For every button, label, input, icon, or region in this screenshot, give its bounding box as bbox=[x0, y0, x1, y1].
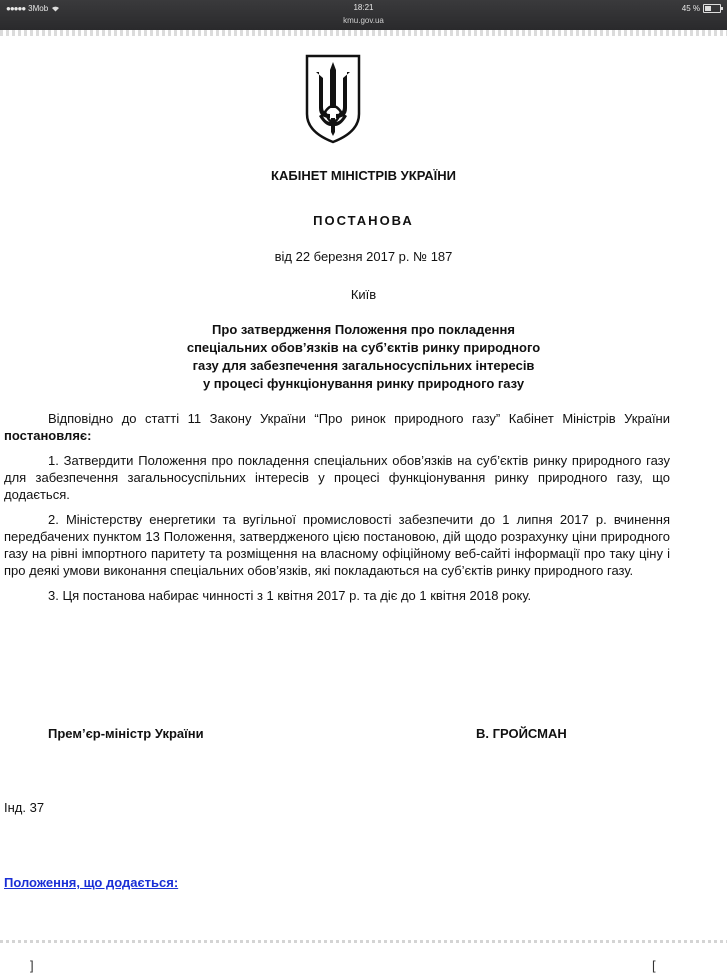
clock: 18:21 bbox=[353, 3, 374, 12]
bottom-bracket-left: ] bbox=[30, 958, 34, 973]
document-body bbox=[4, 410, 670, 612]
paragraph-1: 1. Затвердити Положення про покладення спеціальних обов’язків на суб’єктів ринку природного газу для забезпечення загальносуспільних інтересів у процесі функціонування ринку природного газу, що додається. bbox=[4, 453, 670, 502]
title-line: газу для забезпечення загальносуспільних інтересів bbox=[192, 358, 535, 373]
paragraph-2: 2. Міністерству енергетики та вугільної промисловості забезпечити до 1 липня 2017 р. вчинення передбачених пунктом 13 Положення, затвердженого цією постановою, дій щодо розрахунку ціни природного газу на рівні імпортного паритету та розміщення на власному офіційному веб-сайті інформації про таку ціну і про деякі умови виконання спеціальних обов’язків, які покладаються на суб’єктів ринку природного газу. bbox=[4, 512, 670, 578]
document-title bbox=[0, 321, 727, 393]
bottom-bracket-right: [ bbox=[652, 958, 656, 973]
address-bar[interactable]: kmu.gov.ua bbox=[343, 16, 384, 25]
title-line: у процесі функціонування ринку природного газу bbox=[202, 376, 525, 391]
signature-title: Прем’єр-міністр України bbox=[48, 726, 204, 741]
preamble-paragraph bbox=[4, 410, 670, 444]
status-bar bbox=[0, 0, 727, 30]
authority-heading: КАБІНЕТ МІНІСТРІВ УКРАЇНИ bbox=[271, 168, 456, 183]
battery-percent: 45 % bbox=[681, 4, 700, 13]
battery-icon bbox=[703, 4, 721, 13]
top-divider bbox=[0, 30, 727, 36]
annex-link[interactable]: Положення, що додається: bbox=[4, 875, 179, 890]
carrier-label: 3Mob bbox=[28, 4, 49, 13]
document-date-number: від 22 березня 2017 р. № 187 bbox=[274, 249, 453, 264]
bottom-divider bbox=[0, 940, 727, 943]
signal-strength-icon: ●●●●● bbox=[6, 4, 26, 13]
signature-name: В. ГРОЙСМАН bbox=[476, 726, 567, 741]
document-city: Київ bbox=[350, 287, 377, 302]
preamble-bold: постановляє: bbox=[4, 428, 92, 443]
paragraph-3: 3. Ця постанова набирає чинності з 1 квітня 2017 р. та діє до 1 квітня 2018 року. bbox=[48, 588, 532, 603]
document-index: Інд. 37 bbox=[4, 800, 45, 815]
document-type: ПОСТАНОВА bbox=[313, 213, 414, 228]
preamble-text: Відповідно до статті 11 Закону України “Про ринок природного газу” Кабінет Міністрів України bbox=[48, 411, 670, 426]
trident-emblem-icon bbox=[303, 52, 363, 144]
title-line: спеціальних обов’язків на суб’єктів ринку природного bbox=[186, 340, 541, 355]
title-line: Про затвердження Положення про покладення bbox=[212, 322, 515, 337]
status-right bbox=[682, 4, 721, 13]
